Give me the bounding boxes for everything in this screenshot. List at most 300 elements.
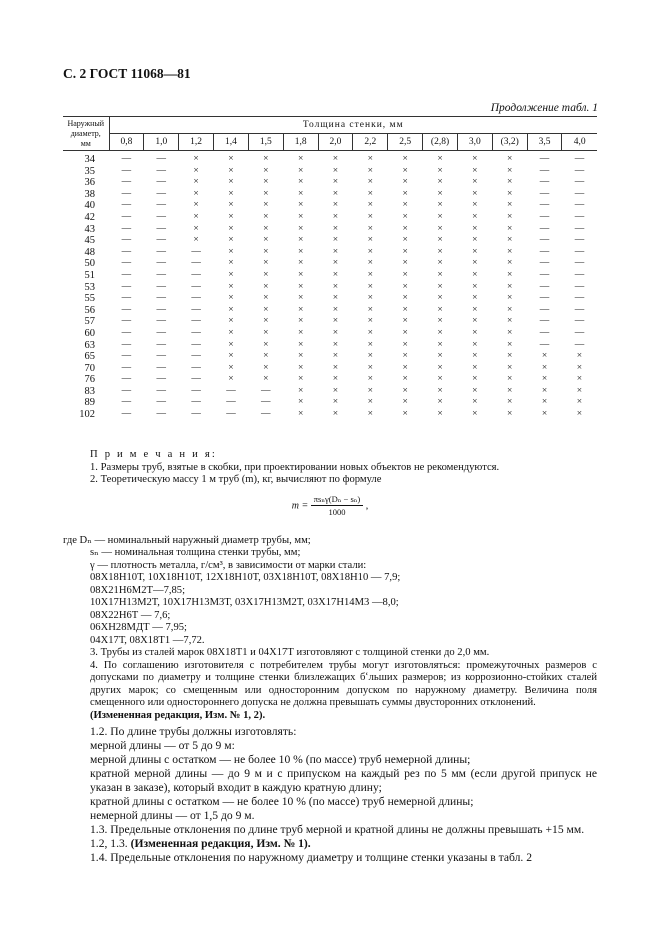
availability-cell: × xyxy=(332,304,339,315)
availability-cell: × xyxy=(437,269,443,280)
availability-cell: × xyxy=(332,258,339,269)
availability-cell: × xyxy=(472,211,478,222)
thickness-col-header: 2,5 xyxy=(388,134,423,151)
availability-cell: × xyxy=(228,269,234,280)
where-sn: sₙ — номинальная толщина стенки трубы, мм; xyxy=(90,547,301,558)
availability-cell: × xyxy=(228,374,234,385)
where-gamma: γ — плотность металла, г/см³, в зависимости от марки стали: xyxy=(90,559,367,571)
availability-cell: × xyxy=(228,200,234,211)
availability-cell: × xyxy=(402,339,408,350)
availability-cell: × xyxy=(437,362,443,373)
clause-1-2-a: мерной длины — от 5 до 9 м: xyxy=(90,739,235,752)
availability-cell: × xyxy=(332,281,339,292)
availability-cell: × xyxy=(193,223,199,234)
availability-cell: × xyxy=(297,188,304,199)
availability-cell: × xyxy=(367,211,373,222)
availability-cell: × xyxy=(402,316,408,327)
diameter-cell: 102 xyxy=(79,409,95,421)
availability-cell: — xyxy=(156,165,167,176)
availability-cell: × xyxy=(263,188,269,199)
availability-cell: × xyxy=(228,351,234,362)
availability-cell: × xyxy=(193,165,199,176)
availability-cell: × xyxy=(263,154,269,164)
availability-cell: × xyxy=(297,374,304,385)
availability-cell: × xyxy=(507,154,513,164)
availability-cell: × xyxy=(263,177,269,188)
availability-cell: × xyxy=(263,351,269,362)
formula-denominator: 1000 xyxy=(328,507,346,517)
availability-cell: × xyxy=(507,200,513,211)
availability-cell: × xyxy=(507,223,513,234)
availability-cell: × xyxy=(228,177,234,188)
table-row xyxy=(63,177,597,189)
thickness-header: Толщина стенки, мм xyxy=(109,117,597,134)
availability-cell: — xyxy=(121,362,132,373)
thickness-col-header: 4,0 xyxy=(562,134,597,151)
thickness-col-header: 3,0 xyxy=(457,134,492,151)
availability-cell: — xyxy=(191,397,201,408)
thickness-col-header: 3,5 xyxy=(527,134,562,151)
availability-cell: — xyxy=(539,154,550,164)
availability-cell: — xyxy=(156,154,167,164)
availability-cell: × xyxy=(472,281,478,292)
availability-cell: × xyxy=(367,374,373,385)
availability-cell: × xyxy=(228,165,234,176)
availability-cell: — xyxy=(121,316,132,327)
availability-cell: × xyxy=(437,339,443,350)
availability-cell: × xyxy=(472,304,478,315)
availability-cell: × xyxy=(228,339,234,350)
availability-cell: × xyxy=(507,339,513,350)
availability-cell: × xyxy=(472,385,478,396)
availability-cell: × xyxy=(367,200,373,211)
availability-cell: × xyxy=(332,188,339,199)
clause-1-2-b: мерной длины с остатком — не более 10 % (по массе) труб немерной длины; xyxy=(90,753,471,766)
availability-cell: × xyxy=(193,235,199,246)
mass-formula xyxy=(63,493,597,531)
availability-cell: × xyxy=(263,339,269,350)
availability-cell: — xyxy=(191,258,201,269)
availability-cell: — xyxy=(156,397,167,408)
steel-density-item: 10Х17Н13М2Т, 10Х17Н13М3Т, 03Х17Н13М2Т, 03Х17Н14М3 —8,0; xyxy=(90,597,399,608)
availability-cell: × xyxy=(576,351,583,362)
availability-cell: — xyxy=(226,385,236,396)
availability-cell: — xyxy=(121,409,132,420)
availability-cell: × xyxy=(472,339,478,350)
table-row xyxy=(63,247,597,259)
availability-cell: × xyxy=(472,397,478,408)
availability-cell: × xyxy=(507,188,513,199)
diameter-cell: 70 xyxy=(84,362,95,374)
diameter-cell: 60 xyxy=(84,327,95,339)
availability-cell: × xyxy=(228,316,234,327)
availability-cell: — xyxy=(574,211,585,222)
availability-cell: — xyxy=(121,385,132,396)
table-row xyxy=(63,340,597,352)
diameter-cell: 48 xyxy=(84,246,95,258)
availability-cell: — xyxy=(539,246,550,257)
availability-cell: × xyxy=(263,316,269,327)
availability-cell: × xyxy=(332,235,339,246)
diameter-cell: 57 xyxy=(84,316,95,328)
availability-cell: × xyxy=(507,293,513,304)
thickness-col-header: 1,0 xyxy=(144,134,179,151)
availability-cell: × xyxy=(367,351,373,362)
thickness-col-header: 2,2 xyxy=(353,134,388,151)
availability-cell: × xyxy=(472,165,478,176)
availability-cell: × xyxy=(367,339,373,350)
availability-cell: — xyxy=(539,258,550,269)
availability-cell: × xyxy=(437,223,443,234)
availability-cell: — xyxy=(156,177,167,188)
availability-cell: × xyxy=(367,281,373,292)
availability-cell: × xyxy=(402,374,408,385)
availability-cell: × xyxy=(472,293,478,304)
availability-cell: × xyxy=(507,304,513,315)
table-row xyxy=(63,151,597,166)
availability-cell: × xyxy=(297,351,304,362)
availability-cell: — xyxy=(191,351,201,362)
availability-cell: × xyxy=(402,351,408,362)
thickness-col-header: 1,4 xyxy=(214,134,249,151)
availability-cell: × xyxy=(437,316,443,327)
availability-cell: × xyxy=(367,165,373,176)
availability-cell: × xyxy=(402,409,408,420)
availability-cell: × xyxy=(472,223,478,234)
availability-cell: × xyxy=(263,293,269,304)
availability-cell: × xyxy=(367,154,373,164)
thickness-col-header: 1,2 xyxy=(179,134,214,151)
availability-cell: × xyxy=(437,154,443,164)
availability-cell: — xyxy=(156,269,167,280)
availability-cell: — xyxy=(226,397,236,408)
diameter-cell: 65 xyxy=(84,351,95,363)
availability-cell: — xyxy=(121,200,132,211)
availability-cell: — xyxy=(156,327,167,338)
availability-cell: × xyxy=(367,269,373,280)
availability-cell: × xyxy=(228,281,234,292)
availability-cell: × xyxy=(437,304,443,315)
availability-cell: × xyxy=(228,246,234,257)
thickness-col-header: (3,2) xyxy=(492,134,527,151)
availability-cell: × xyxy=(367,385,373,396)
availability-cell: × xyxy=(437,177,443,188)
availability-cell: × xyxy=(297,397,304,408)
availability-cell: × xyxy=(263,235,269,246)
availability-cell: × xyxy=(402,235,408,246)
thickness-col-header: 0,8 xyxy=(109,134,144,151)
availability-cell: — xyxy=(156,385,167,396)
availability-cell: — xyxy=(191,269,201,280)
availability-cell: × xyxy=(437,200,443,211)
availability-cell: × xyxy=(402,165,408,176)
table-continuation-label: Продолжение табл. 1 xyxy=(490,102,598,114)
availability-cell: × xyxy=(576,362,583,373)
diameter-cell: 35 xyxy=(84,165,95,177)
diameter-cell: 40 xyxy=(84,200,95,212)
availability-cell: × xyxy=(297,165,304,176)
clause-1-2-d: кратной длины с остатком — не более 10 % (по массе) труб немерной длины; xyxy=(90,795,474,808)
availability-cell: × xyxy=(228,362,234,373)
availability-cell: — xyxy=(574,188,585,199)
availability-cell: × xyxy=(437,211,443,222)
availability-cell: × xyxy=(297,385,304,396)
table-row xyxy=(63,328,597,340)
availability-cell: — xyxy=(156,409,167,420)
availability-cell: — xyxy=(574,281,585,292)
availability-cell: × xyxy=(402,269,408,280)
where-dn: где Dₙ — номинальный наружный диаметр трубы, мм; xyxy=(63,534,311,546)
diameter-cell: 38 xyxy=(84,188,95,200)
availability-cell: × xyxy=(402,258,408,269)
availability-cell: × xyxy=(437,327,443,338)
availability-cell: × xyxy=(576,397,583,408)
availability-cell: × xyxy=(437,385,443,396)
availability-cell: × xyxy=(507,362,513,373)
availability-cell: — xyxy=(156,304,167,315)
availability-cell: — xyxy=(574,223,585,234)
availability-cell: × xyxy=(472,246,478,257)
availability-cell: × xyxy=(402,177,408,188)
availability-cell: × xyxy=(507,281,513,292)
page-header: С. 2 ГОСТ 11068—81 xyxy=(63,66,191,81)
availability-cell: × xyxy=(541,351,548,362)
availability-cell: — xyxy=(539,177,550,188)
steel-density-item: 08Х18Н10Т, 10Х18Н10Т, 12Х18Н10Т, 03Х18Н10Т, 08Х18Н10 — 7,9; xyxy=(90,572,401,583)
table-row xyxy=(63,258,597,270)
availability-cell: × xyxy=(402,362,408,373)
availability-cell: — xyxy=(121,374,132,385)
availability-cell: — xyxy=(539,281,550,292)
availability-cell: — xyxy=(156,258,167,269)
availability-cell: × xyxy=(193,154,199,164)
availability-cell: × xyxy=(437,235,443,246)
thickness-col-header: 1,8 xyxy=(283,134,318,151)
availability-cell: × xyxy=(507,165,513,176)
availability-cell: × xyxy=(437,293,443,304)
formula-tail: , xyxy=(365,499,369,511)
diameter-cell: 36 xyxy=(84,177,95,189)
availability-cell: — xyxy=(226,409,236,420)
thickness-col-header: 1,5 xyxy=(248,134,283,151)
availability-cell: × xyxy=(472,316,478,327)
diameter-cell: 56 xyxy=(84,304,95,316)
availability-cell: — xyxy=(574,327,585,338)
availability-cell: × xyxy=(367,246,373,257)
availability-cell: — xyxy=(156,316,167,327)
availability-cell: × xyxy=(472,269,478,280)
diameter-cell: 89 xyxy=(84,397,95,409)
availability-cell: × xyxy=(507,246,513,257)
availability-cell: × xyxy=(332,339,339,350)
table-row xyxy=(63,374,597,386)
availability-cell: — xyxy=(191,339,201,350)
availability-cell: × xyxy=(332,200,339,211)
availability-cell: — xyxy=(121,304,132,315)
table-row xyxy=(63,316,597,328)
availability-cell: × xyxy=(472,409,478,420)
diameter-cell: 63 xyxy=(84,339,95,351)
availability-cell: — xyxy=(191,281,201,292)
note-1: 1. Размеры труб, взятые в скобки, при проектировании новых объектов не рекомендуются. xyxy=(90,461,500,473)
availability-cell: × xyxy=(193,211,199,222)
availability-cell: × xyxy=(332,177,339,188)
clause-1-2: 1.2. По длине трубы должны изготовлять: xyxy=(90,725,297,738)
availability-cell: × xyxy=(402,397,408,408)
clause-1-2-e: немерной длины — от 1,5 до 9 м. xyxy=(90,809,255,822)
availability-cell: × xyxy=(193,200,199,211)
note-2: 2. Теоретическую массу 1 м труб (m), кг, вычисляют по формуле xyxy=(90,474,382,485)
availability-cell: × xyxy=(297,154,304,164)
table-row xyxy=(63,351,597,363)
availability-cell: — xyxy=(121,177,132,188)
formula-lhs: m = xyxy=(291,499,309,511)
availability-cell: × xyxy=(263,211,269,222)
availability-cell: × xyxy=(332,316,339,327)
availability-cell: — xyxy=(539,165,550,176)
availability-cell: × xyxy=(228,293,234,304)
availability-cell: × xyxy=(332,409,339,420)
availability-cell: — xyxy=(574,269,585,280)
clause-1-2-c: кратной мерной длины — до 9 м и с припуском на каждый рез по 5 мм (если другой припуск не указан в заказе), который входит в каждую кратную длину; xyxy=(90,767,597,794)
availability-cell: — xyxy=(191,374,201,385)
availability-cell: — xyxy=(121,269,132,280)
clause-1-3: 1.3. Предельные отклонения по длине труб мерной и кратной длины не должны превышать +15 мм. xyxy=(90,823,585,836)
availability-cell: — xyxy=(121,165,132,176)
availability-cell: — xyxy=(574,339,585,350)
availability-cell: × xyxy=(507,327,513,338)
availability-cell: × xyxy=(402,200,408,211)
availability-cell: × xyxy=(332,385,339,396)
revision-note-2: 1.2, 1.3. (Измененная редакция, Изм. № 1). xyxy=(90,837,311,850)
availability-cell: × xyxy=(297,316,304,327)
diameter-cell: 50 xyxy=(84,258,95,270)
availability-cell: × xyxy=(297,269,304,280)
steel-density-item: 04Х17Т, 08Х18Т1 —7,72. xyxy=(90,634,205,646)
availability-cell: × xyxy=(402,188,408,199)
availability-cell: × xyxy=(367,188,373,199)
availability-cell: × xyxy=(472,374,478,385)
availability-cell: × xyxy=(437,397,443,408)
availability-cell: — xyxy=(156,188,167,199)
availability-cell: — xyxy=(121,281,132,292)
table-row xyxy=(63,293,597,305)
availability-cell: — xyxy=(539,211,550,222)
diameter-cell: 83 xyxy=(84,385,95,397)
availability-cell: — xyxy=(539,200,550,211)
availability-cell: × xyxy=(367,409,373,420)
availability-cell: × xyxy=(367,177,373,188)
availability-cell: — xyxy=(121,327,132,338)
availability-cell: × xyxy=(332,211,339,222)
availability-cell: × xyxy=(297,200,304,211)
availability-cell: × xyxy=(193,188,199,199)
availability-cell: × xyxy=(472,235,478,246)
availability-cell: × xyxy=(263,246,269,257)
availability-cell: × xyxy=(437,188,443,199)
availability-cell: × xyxy=(367,362,373,373)
availability-cell: × xyxy=(367,397,373,408)
availability-cell: × xyxy=(437,246,443,257)
availability-cell: — xyxy=(156,281,167,292)
availability-cell: × xyxy=(402,293,408,304)
diameter-cell: 43 xyxy=(84,223,95,235)
availability-cell: × xyxy=(472,177,478,188)
availability-cell: × xyxy=(507,409,513,420)
availability-cell: × xyxy=(332,269,339,280)
availability-cell: — xyxy=(574,316,585,327)
availability-cell: — xyxy=(539,316,550,327)
availability-cell: — xyxy=(574,293,585,304)
availability-cell: × xyxy=(541,397,548,408)
availability-cell: × xyxy=(332,154,339,164)
availability-cell: × xyxy=(332,165,339,176)
availability-cell: — xyxy=(121,154,132,164)
availability-cell: × xyxy=(437,351,443,362)
availability-cell: — xyxy=(539,235,550,246)
section-body xyxy=(63,725,597,865)
availability-cell: × xyxy=(507,177,513,188)
note-3: 3. Трубы из сталей марок 08Х18Т1 и 04Х17Т изготовляют с толщиной стенки до 2,0 мм. xyxy=(90,647,490,658)
availability-cell: × xyxy=(297,281,304,292)
availability-cell: × xyxy=(576,385,583,396)
availability-cell: × xyxy=(367,293,373,304)
table-row xyxy=(63,270,597,282)
notes-title: П р и м е ч а н и я: xyxy=(90,449,218,460)
availability-cell: × xyxy=(367,235,373,246)
availability-cell: × xyxy=(332,351,339,362)
availability-cell: × xyxy=(576,409,583,420)
availability-cell: × xyxy=(367,327,373,338)
availability-cell: × xyxy=(367,223,373,234)
availability-cell: × xyxy=(402,327,408,338)
availability-cell: — xyxy=(574,154,585,164)
availability-cell: × xyxy=(297,246,304,257)
availability-cell: — xyxy=(156,293,167,304)
table-row xyxy=(63,166,597,178)
availability-cell: × xyxy=(507,258,513,269)
availability-cell: × xyxy=(507,211,513,222)
availability-cell: × xyxy=(402,223,408,234)
diameter-header: Наружный диаметр, мм xyxy=(63,117,109,151)
availability-cell: × xyxy=(437,281,443,292)
availability-cell: — xyxy=(121,258,132,269)
table-row xyxy=(63,235,597,247)
availability-cell: × xyxy=(332,362,339,373)
availability-cell: × xyxy=(367,258,373,269)
availability-cell: × xyxy=(472,200,478,211)
availability-cell: × xyxy=(297,409,304,420)
diameter-cell: 76 xyxy=(84,374,95,386)
table-row xyxy=(63,189,597,201)
availability-cell: × xyxy=(541,362,548,373)
availability-cell: — xyxy=(156,362,167,373)
availability-cell: — xyxy=(156,223,167,234)
availability-cell: × xyxy=(402,246,408,257)
availability-cell: — xyxy=(574,165,585,176)
availability-cell: × xyxy=(332,397,339,408)
availability-cell: — xyxy=(156,246,167,257)
availability-cell: — xyxy=(121,293,132,304)
steel-density-item: 08Х22Н6Т — 7,6; xyxy=(90,609,171,621)
diameter-cell: 45 xyxy=(84,235,95,247)
availability-cell: — xyxy=(574,177,585,188)
availability-cell: × xyxy=(297,258,304,269)
availability-cell: — xyxy=(574,246,585,257)
availability-cell: — xyxy=(191,316,201,327)
availability-cell: × xyxy=(576,374,583,385)
steel-density-item: 08Х21Н6М2Т—7,85; xyxy=(90,584,186,596)
